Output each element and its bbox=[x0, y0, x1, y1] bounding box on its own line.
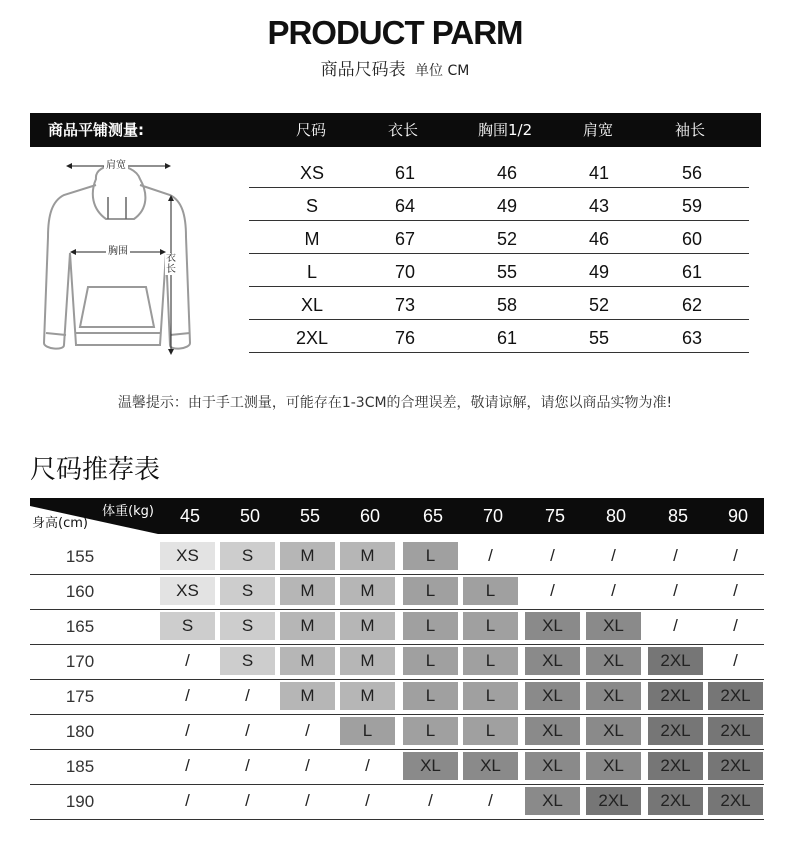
not-applicable-cell: / bbox=[733, 651, 738, 670]
length-label: 衣长 bbox=[166, 253, 176, 275]
measurement-cell: 70 bbox=[394, 262, 416, 282]
recommended-size-cell: 2XL bbox=[648, 787, 703, 815]
recommended-size-cell: XL bbox=[586, 682, 641, 710]
not-applicable-cell: / bbox=[733, 616, 738, 635]
weight-header-65: 65 bbox=[422, 506, 444, 526]
measurement-cell: 60 bbox=[681, 229, 703, 249]
measurement-cell: 59 bbox=[681, 196, 703, 216]
rec-table-row bbox=[30, 574, 764, 610]
rec-table-row bbox=[30, 609, 764, 645]
measurement-cell: 73 bbox=[394, 295, 416, 315]
rec-table-row bbox=[30, 749, 764, 785]
measurement-cell: 49 bbox=[496, 196, 518, 216]
weight-header-50: 50 bbox=[239, 506, 261, 526]
size-table-row bbox=[249, 223, 749, 254]
recommended-size-cell: XL bbox=[403, 752, 458, 780]
not-applicable-cell: / bbox=[245, 721, 250, 740]
size-cell: XL bbox=[300, 295, 324, 315]
size-table-row bbox=[249, 322, 749, 353]
measurement-cell: 52 bbox=[588, 295, 610, 315]
hoodie-diagram bbox=[36, 157, 201, 362]
recommended-size-cell: L bbox=[463, 717, 518, 745]
weight-label: 体重(kg) bbox=[102, 504, 154, 519]
recommended-size-cell: L bbox=[403, 717, 458, 745]
recommended-size-cell: L bbox=[463, 647, 518, 675]
not-applicable-cell: / bbox=[488, 546, 493, 565]
rec-table-row bbox=[30, 679, 764, 715]
measurement-note: 温馨提示：由于手工测量，可能存在1-3CM的合理误差，敬请谅解，请您以商品实物为准! bbox=[117, 395, 673, 411]
not-applicable-cell: / bbox=[185, 756, 190, 775]
recommended-size-cell: L bbox=[463, 682, 518, 710]
subtitle-text: 商品尺码表 bbox=[320, 60, 406, 80]
height-cell: 165 bbox=[65, 617, 95, 636]
recommended-size-cell: XL bbox=[586, 612, 641, 640]
not-applicable-cell: / bbox=[305, 791, 310, 810]
not-applicable-cell: / bbox=[245, 756, 250, 775]
measurement-cell: 56 bbox=[681, 163, 703, 183]
recommended-size-cell: M bbox=[280, 682, 335, 710]
size-cell: L bbox=[306, 262, 318, 282]
weight-header-45: 45 bbox=[179, 506, 201, 526]
size-header-sleeve: 袖长 bbox=[675, 121, 706, 139]
measurement-cell: 63 bbox=[681, 328, 703, 348]
unit-label: 单位 CM bbox=[415, 63, 470, 79]
measurement-cell: 55 bbox=[588, 328, 610, 348]
recommended-size-cell: L bbox=[403, 682, 458, 710]
not-applicable-cell: / bbox=[611, 546, 616, 565]
size-table-row bbox=[249, 190, 749, 221]
measurement-cell: 61 bbox=[394, 163, 416, 183]
measurement-cell: 62 bbox=[681, 295, 703, 315]
not-applicable-cell: / bbox=[185, 791, 190, 810]
height-cell: 155 bbox=[65, 547, 95, 566]
measurement-cell: 46 bbox=[588, 229, 610, 249]
recommended-size-cell: L bbox=[340, 717, 395, 745]
recommended-size-cell: XS bbox=[160, 542, 215, 570]
size-cell: S bbox=[305, 196, 319, 216]
weight-header-90: 90 bbox=[727, 506, 749, 526]
size-table-header bbox=[30, 113, 761, 147]
measurement-cell: 58 bbox=[496, 295, 518, 315]
recommended-size-cell: XL bbox=[586, 647, 641, 675]
not-applicable-cell: / bbox=[550, 546, 555, 565]
not-applicable-cell: / bbox=[733, 581, 738, 600]
recommended-size-cell: 2XL bbox=[648, 647, 703, 675]
size-header-measure: 商品平铺测量: bbox=[48, 121, 144, 139]
page-subtitle bbox=[0, 55, 790, 80]
weight-header-60: 60 bbox=[359, 506, 381, 526]
recommended-size-cell: M bbox=[340, 647, 395, 675]
recommended-size-cell: XL bbox=[586, 752, 641, 780]
recommended-size-cell: L bbox=[403, 612, 458, 640]
not-applicable-cell: / bbox=[611, 581, 616, 600]
height-cell: 185 bbox=[65, 757, 95, 776]
not-applicable-cell: / bbox=[550, 581, 555, 600]
recommended-size-cell: 2XL bbox=[648, 717, 703, 745]
weight-header-75: 75 bbox=[544, 506, 566, 526]
recommended-size-cell: XL bbox=[525, 612, 580, 640]
weight-header-70: 70 bbox=[482, 506, 504, 526]
recommended-size-cell: 2XL bbox=[648, 752, 703, 780]
recommended-size-cell: XL bbox=[525, 787, 580, 815]
recommended-size-cell: XL bbox=[525, 647, 580, 675]
not-applicable-cell: / bbox=[673, 581, 678, 600]
measurement-cell: 43 bbox=[588, 196, 610, 216]
measurement-cell: 61 bbox=[496, 328, 518, 348]
recommended-size-cell: M bbox=[340, 577, 395, 605]
size-cell: XS bbox=[299, 163, 325, 183]
size-header-chest: 胸围1/2 bbox=[478, 121, 533, 139]
recommended-size-cell: M bbox=[280, 647, 335, 675]
shoulder-label: 肩宽 bbox=[106, 160, 126, 171]
not-applicable-cell: / bbox=[673, 546, 678, 565]
recommendation-title: 尺码推荐表 bbox=[30, 455, 161, 485]
size-table-row bbox=[249, 256, 749, 287]
recommended-size-cell: L bbox=[403, 647, 458, 675]
not-applicable-cell: / bbox=[245, 791, 250, 810]
measurement-cell: 52 bbox=[496, 229, 518, 249]
rec-table-row bbox=[30, 644, 764, 680]
recommended-size-cell: XS bbox=[160, 577, 215, 605]
measurement-cell: 67 bbox=[394, 229, 416, 249]
measurement-cell: 61 bbox=[681, 262, 703, 282]
recommended-size-cell: XL bbox=[525, 717, 580, 745]
recommended-size-cell: L bbox=[403, 542, 458, 570]
not-applicable-cell: / bbox=[305, 721, 310, 740]
height-cell: 180 bbox=[65, 722, 95, 741]
rec-table-row bbox=[30, 539, 764, 575]
recommended-size-cell: 2XL bbox=[708, 752, 763, 780]
recommended-size-cell: M bbox=[280, 612, 335, 640]
rec-table-row bbox=[30, 784, 764, 820]
recommended-size-cell: XL bbox=[463, 752, 518, 780]
size-header-shoulder: 肩宽 bbox=[583, 121, 614, 139]
not-applicable-cell: / bbox=[245, 686, 250, 705]
not-applicable-cell: / bbox=[733, 546, 738, 565]
size-cell: 2XL bbox=[295, 328, 329, 348]
not-applicable-cell: / bbox=[185, 721, 190, 740]
recommended-size-cell: M bbox=[280, 577, 335, 605]
recommended-size-cell: XL bbox=[525, 682, 580, 710]
not-applicable-cell: / bbox=[305, 756, 310, 775]
recommended-size-cell: XL bbox=[525, 752, 580, 780]
size-table-row bbox=[249, 289, 749, 320]
measurement-cell: 46 bbox=[496, 163, 518, 183]
recommended-size-cell: 2XL bbox=[708, 717, 763, 745]
page-title: PRODUCT PARM bbox=[267, 14, 523, 51]
size-table bbox=[249, 157, 749, 355]
height-label: 身高(cm) bbox=[32, 516, 88, 531]
recommended-size-cell: 2XL bbox=[586, 787, 641, 815]
size-header-length: 衣长 bbox=[388, 121, 419, 139]
measurement-cell: 49 bbox=[588, 262, 610, 282]
rec-header-corner bbox=[30, 498, 158, 534]
recommended-size-cell: L bbox=[403, 577, 458, 605]
length-arrow bbox=[164, 195, 178, 355]
recommended-size-cell: M bbox=[340, 542, 395, 570]
weight-header-85: 85 bbox=[667, 506, 689, 526]
recommended-size-cell: S bbox=[220, 542, 275, 570]
not-applicable-cell: / bbox=[185, 651, 190, 670]
measurement-cell: 55 bbox=[496, 262, 518, 282]
recommended-size-cell: S bbox=[220, 647, 275, 675]
height-cell: 170 bbox=[65, 652, 95, 671]
height-cell: 190 bbox=[65, 792, 95, 811]
weight-header-80: 80 bbox=[605, 506, 627, 526]
recommended-size-cell: M bbox=[340, 682, 395, 710]
recommended-size-cell: L bbox=[463, 612, 518, 640]
recommended-size-cell: M bbox=[280, 542, 335, 570]
height-cell: 175 bbox=[65, 687, 95, 706]
weight-header-55: 55 bbox=[299, 506, 321, 526]
not-applicable-cell: / bbox=[185, 686, 190, 705]
not-applicable-cell: / bbox=[488, 791, 493, 810]
recommended-size-cell: 2XL bbox=[708, 682, 763, 710]
recommended-size-cell: L bbox=[463, 577, 518, 605]
size-header-size: 尺码 bbox=[296, 121, 327, 139]
recommended-size-cell: S bbox=[220, 577, 275, 605]
recommended-size-cell: 2XL bbox=[708, 787, 763, 815]
measurement-cell: 64 bbox=[394, 196, 416, 216]
recommended-size-cell: S bbox=[160, 612, 215, 640]
chest-label: 胸围 bbox=[108, 246, 128, 257]
rec-table-header bbox=[30, 498, 764, 534]
not-applicable-cell: / bbox=[365, 791, 370, 810]
measurement-cell: 76 bbox=[394, 328, 416, 348]
recommended-size-cell: S bbox=[220, 612, 275, 640]
recommended-size-cell: XL bbox=[586, 717, 641, 745]
recommended-size-cell: 2XL bbox=[648, 682, 703, 710]
recommended-size-cell: M bbox=[340, 612, 395, 640]
size-table-row bbox=[249, 157, 749, 188]
rec-table-row bbox=[30, 714, 764, 750]
not-applicable-cell: / bbox=[428, 791, 433, 810]
measurement-cell: 41 bbox=[588, 163, 610, 183]
size-cell: M bbox=[304, 229, 320, 249]
not-applicable-cell: / bbox=[365, 756, 370, 775]
height-cell: 160 bbox=[65, 582, 95, 601]
not-applicable-cell: / bbox=[673, 616, 678, 635]
